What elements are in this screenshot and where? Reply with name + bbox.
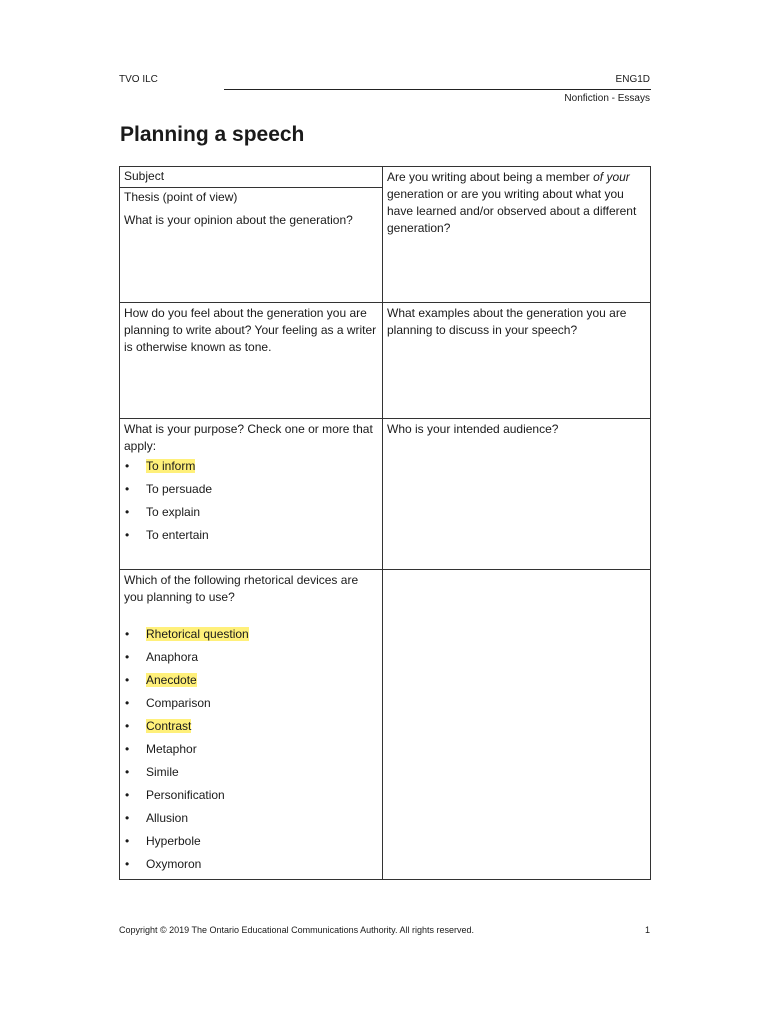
opinion-question: What is your opinion about the generation? bbox=[124, 213, 353, 227]
device-label: Contrast bbox=[146, 719, 192, 733]
device-label: Oxymoron bbox=[146, 857, 202, 871]
devices-list bbox=[124, 623, 378, 876]
device-item-hyperbole[interactable] bbox=[124, 830, 378, 853]
device-item-rhetorical-question[interactable] bbox=[124, 623, 378, 646]
purpose-item-persuade[interactable] bbox=[124, 478, 378, 501]
purpose-label: To inform bbox=[146, 459, 196, 473]
examples-question: What examples about the generation you are planning to discuss in your speech? bbox=[387, 306, 627, 337]
device-label: Allusion bbox=[146, 811, 189, 825]
subject-thesis-cell[interactable] bbox=[120, 167, 383, 303]
purpose-item-inform[interactable] bbox=[124, 455, 378, 478]
device-item-oxymoron[interactable] bbox=[124, 853, 378, 876]
device-label: Rhetorical question bbox=[146, 627, 249, 641]
devices-cell[interactable] bbox=[120, 570, 383, 880]
devices-answer-cell[interactable] bbox=[383, 570, 651, 880]
device-item-personification[interactable] bbox=[124, 784, 378, 807]
device-item-anaphora[interactable] bbox=[124, 646, 378, 669]
member-question-cell[interactable] bbox=[383, 167, 651, 303]
header-rule bbox=[224, 89, 651, 90]
device-label: Anaphora bbox=[146, 650, 199, 664]
examples-cell[interactable] bbox=[383, 303, 651, 419]
planning-table bbox=[119, 166, 651, 880]
device-label: Metaphor bbox=[146, 742, 197, 756]
audience-question: Who is your intended audience? bbox=[387, 422, 559, 436]
device-label: Comparison bbox=[146, 696, 211, 710]
member-question-emphasis: of your bbox=[593, 170, 630, 184]
purpose-label: To persuade bbox=[146, 482, 213, 496]
device-item-metaphor[interactable] bbox=[124, 738, 378, 761]
purpose-cell[interactable] bbox=[120, 419, 383, 570]
header-course-code: ENG1D bbox=[615, 74, 650, 85]
purpose-item-entertain[interactable] bbox=[124, 524, 378, 547]
page-title: Planning a speech bbox=[120, 123, 305, 146]
member-question bbox=[387, 167, 646, 237]
device-item-anecdote[interactable] bbox=[124, 669, 378, 692]
member-question-part1: Are you writing about being a member bbox=[387, 170, 594, 184]
device-item-comparison[interactable] bbox=[124, 692, 378, 715]
device-label: Personification bbox=[146, 788, 225, 802]
device-item-simile[interactable] bbox=[124, 761, 378, 784]
subject-label: Subject bbox=[120, 167, 382, 188]
table-row bbox=[120, 570, 651, 880]
footer-copyright: Copyright © 2019 The Ontario Educational Communications Authority. All rights reserved. bbox=[119, 925, 474, 935]
device-item-allusion[interactable] bbox=[124, 807, 378, 830]
header-unit: Nonfiction - Essays bbox=[564, 93, 650, 104]
device-label: Anecdote bbox=[146, 673, 197, 687]
devices-question: Which of the following rhetorical devices are you planning to use? bbox=[124, 573, 359, 604]
page-number: 1 bbox=[644, 925, 650, 935]
tone-question: How do you feel about the generation you are planning to write about? Your feeling as a writer is otherwise known as tone. bbox=[124, 306, 377, 354]
purpose-item-explain[interactable] bbox=[124, 501, 378, 524]
device-label: Hyperbole bbox=[146, 834, 201, 848]
table-row bbox=[120, 303, 651, 419]
device-label: Simile bbox=[146, 765, 179, 779]
purpose-label: To explain bbox=[146, 505, 201, 519]
table-row bbox=[120, 419, 651, 570]
table-row bbox=[120, 167, 651, 303]
purpose-list bbox=[124, 455, 378, 547]
purpose-label: To entertain bbox=[146, 528, 209, 542]
member-question-part2: generation or are you writing about what you have learned and/or observed about a different generation? bbox=[387, 187, 637, 235]
header-org: TVO ILC bbox=[119, 74, 158, 85]
device-item-contrast[interactable] bbox=[124, 715, 378, 738]
tone-cell[interactable] bbox=[120, 303, 383, 419]
thesis-label: Thesis (point of view) bbox=[124, 190, 238, 204]
purpose-question: What is your purpose? Check one or more that apply: bbox=[124, 422, 373, 453]
audience-cell[interactable] bbox=[383, 419, 651, 570]
